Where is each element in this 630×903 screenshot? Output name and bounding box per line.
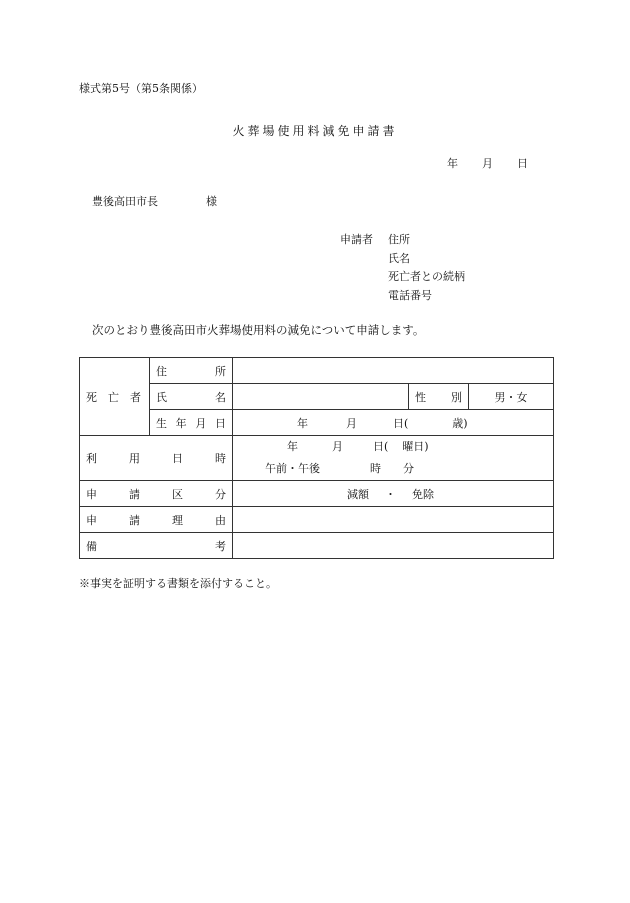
applicant-fields (388, 231, 465, 305)
address-field[interactable] (233, 358, 554, 384)
remarks-field[interactable] (233, 533, 554, 559)
addressee (92, 193, 217, 209)
remarks-label: 備 考 (80, 533, 233, 559)
form-number: 様式第5号（第5条関係） (79, 82, 203, 95)
category-field[interactable]: 減額 ・ 免除 (233, 481, 554, 507)
sex-value[interactable]: 男・女 (469, 384, 554, 410)
applicant-name-label: 氏名 (388, 251, 410, 265)
category-label: 申 請 区 分 (80, 481, 233, 507)
usage-field[interactable]: 年 月 日( 曜日) 午前・午後 時 分 (233, 436, 554, 481)
applicant-address-label: 住所 (388, 233, 410, 246)
addressee-name: 豊後高田市長 (92, 195, 158, 208)
addressee-honorific: 様 (206, 195, 217, 208)
birth-field[interactable]: 年 月 日( 歳) (233, 410, 554, 436)
birth-label: 生 年 月 日 (150, 410, 233, 436)
date-line (447, 155, 528, 171)
attachment-note: ※事実を証明する書類を添付すること。 (79, 577, 277, 590)
address-label: 住 所 (150, 358, 233, 384)
application-table (79, 357, 554, 559)
reason-field[interactable] (233, 507, 554, 533)
date-year: 年 (447, 157, 458, 170)
exempt-option[interactable]: 免除 (412, 487, 434, 501)
name-field[interactable] (233, 384, 409, 410)
applicant-phone-label: 電話番号 (388, 288, 432, 302)
applicant-relation-label: 死亡者との続柄 (388, 270, 465, 284)
page-title: 火葬場使用料減免申請書 (232, 124, 398, 138)
usage-label: 利 用 日 時 (80, 436, 233, 481)
reason-label: 申 請 理 由 (80, 507, 233, 533)
reduce-option[interactable]: 減額 (347, 487, 369, 501)
intro-text: 次のとおり豊後高田市火葬場使用料の減免について申請します。 (92, 323, 425, 337)
date-day: 日 (517, 157, 528, 170)
name-label: 氏 名 (150, 384, 233, 410)
date-month: 月 (482, 157, 493, 170)
applicant-label: 申請者 (340, 233, 373, 246)
deceased-label: 死 亡 者 (80, 358, 150, 436)
sex-label: 性 別 (409, 384, 469, 410)
